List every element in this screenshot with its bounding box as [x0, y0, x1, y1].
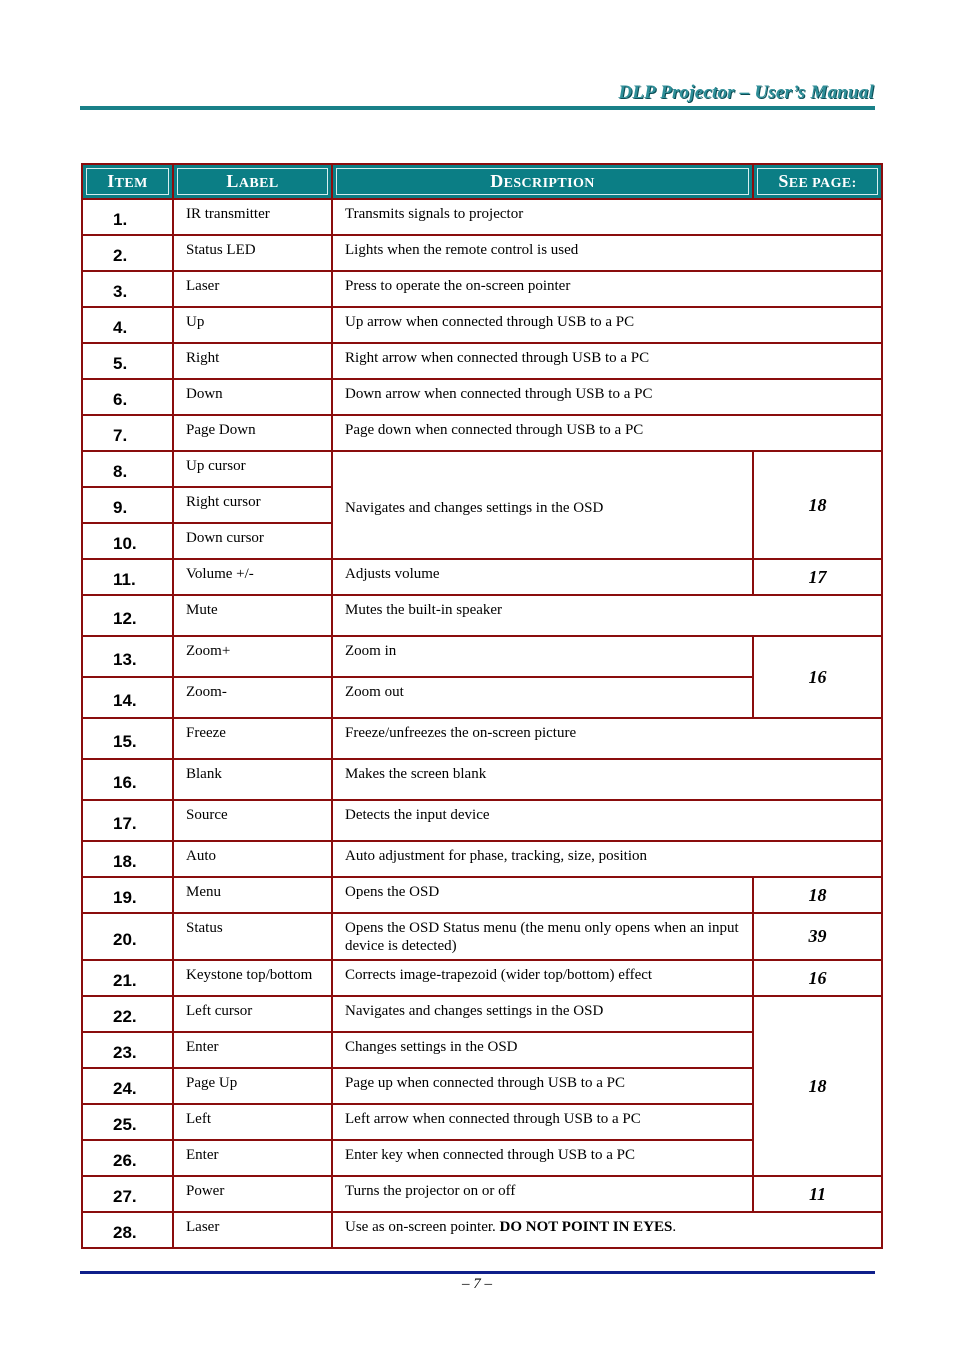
see-page-number: 18 [753, 996, 882, 1176]
item-description: Navigates and changes settings in the OSD [332, 996, 753, 1032]
table-row [82, 559, 882, 595]
item-number: 11. [82, 559, 173, 595]
item-description: Transmits signals to projector [332, 199, 882, 235]
item-number: 17. [82, 800, 173, 841]
item-number: 19. [82, 877, 173, 913]
item-number: 14. [82, 677, 173, 718]
item-label: Down cursor [173, 523, 332, 559]
table-row [82, 1212, 882, 1248]
item-description: Right arrow when connected through USB to a PC [332, 343, 882, 379]
item-label: Mute [173, 595, 332, 636]
item-number: 1. [82, 199, 173, 235]
item-number: 28. [82, 1212, 173, 1248]
item-description: Page up when connected through USB to a PC [332, 1068, 753, 1104]
item-number: 13. [82, 636, 173, 677]
item-description: Press to operate the on-screen pointer [332, 271, 882, 307]
item-description: Down arrow when connected through USB to a PC [332, 379, 882, 415]
item-label: Laser [173, 1212, 332, 1248]
see-page-number: 16 [753, 960, 882, 996]
item-number: 26. [82, 1140, 173, 1176]
item-number: 15. [82, 718, 173, 759]
header-item: ITEM [82, 164, 173, 199]
header-see-page: SEE PAGE: [753, 164, 882, 199]
item-label: Volume +/- [173, 559, 332, 595]
item-description: Up arrow when connected through USB to a PC [332, 307, 882, 343]
item-number: 7. [82, 415, 173, 451]
table-row [82, 877, 882, 913]
item-label: IR transmitter [173, 199, 332, 235]
item-description: Page down when connected through USB to a PC [332, 415, 882, 451]
item-label: Page Up [173, 1068, 332, 1104]
item-description: Changes settings in the OSD [332, 1032, 753, 1068]
item-label: Up cursor [173, 451, 332, 487]
item-label: Power [173, 1176, 332, 1212]
item-description: Makes the screen blank [332, 759, 882, 800]
item-description: Freeze/unfreezes the on-screen picture [332, 718, 882, 759]
manual-title: DLP Projector – User’s Manual [618, 82, 874, 103]
item-description: Corrects image-trapezoid (wider top/bottom) effect [332, 960, 753, 996]
item-number: 2. [82, 235, 173, 271]
table-header-row [82, 164, 882, 199]
table-row [82, 913, 882, 960]
item-label: Right cursor [173, 487, 332, 523]
item-description: Opens the OSD Status menu (the menu only opens when an input device is detected) [332, 913, 753, 960]
table-row [82, 451, 882, 487]
header-rule [80, 106, 875, 110]
page-number: – 7 – [462, 1276, 492, 1292]
item-label: Blank [173, 759, 332, 800]
item-number: 9. [82, 487, 173, 523]
item-label: Enter [173, 1032, 332, 1068]
item-label: Enter [173, 1140, 332, 1176]
header-description: DESCRIPTION [332, 164, 753, 199]
table-row [82, 415, 882, 451]
table-row [82, 960, 882, 996]
see-page-number: 17 [753, 559, 882, 595]
item-label: Down [173, 379, 332, 415]
item-description: Mutes the built-in speaker [332, 595, 882, 636]
see-page-number: 39 [753, 913, 882, 960]
item-number: 22. [82, 996, 173, 1032]
item-number: 20. [82, 913, 173, 960]
item-label: Left cursor [173, 996, 332, 1032]
remote-control-table [81, 163, 883, 1249]
item-number: 10. [82, 523, 173, 559]
item-description: Opens the OSD [332, 877, 753, 913]
item-number: 24. [82, 1068, 173, 1104]
warning-text: DO NOT POINT IN EYES [499, 1219, 673, 1235]
table-row [82, 235, 882, 271]
item-number: 16. [82, 759, 173, 800]
item-number: 23. [82, 1032, 173, 1068]
item-number: 21. [82, 960, 173, 996]
item-number: 8. [82, 451, 173, 487]
table-row [82, 271, 882, 307]
item-label: Laser [173, 271, 332, 307]
item-number: 12. [82, 595, 173, 636]
see-page-number: 18 [753, 451, 882, 559]
item-number: 4. [82, 307, 173, 343]
table-row [82, 718, 882, 759]
item-description: Adjusts volume [332, 559, 753, 595]
item-label: Page Down [173, 415, 332, 451]
item-label: Status [173, 913, 332, 960]
item-label: Left [173, 1104, 332, 1140]
see-page-number: 18 [753, 877, 882, 913]
table-row [82, 996, 882, 1032]
table-row [82, 379, 882, 415]
item-description: Left arrow when connected through USB to a PC [332, 1104, 753, 1140]
footer-rule [80, 1271, 875, 1274]
item-description: Turns the projector on or off [332, 1176, 753, 1212]
item-description: Lights when the remote control is used [332, 235, 882, 271]
item-description: Enter key when connected through USB to a PC [332, 1140, 753, 1176]
item-description: Auto adjustment for phase, tracking, size, position [332, 841, 882, 877]
table-row [82, 199, 882, 235]
item-label: Status LED [173, 235, 332, 271]
item-label: Freeze [173, 718, 332, 759]
item-description: Zoom in [332, 636, 753, 677]
table-row [82, 841, 882, 877]
table-row [82, 759, 882, 800]
table-row [82, 636, 882, 677]
item-number: 18. [82, 841, 173, 877]
table-row [82, 307, 882, 343]
item-number: 27. [82, 1176, 173, 1212]
item-number: 6. [82, 379, 173, 415]
item-label: Right [173, 343, 332, 379]
table-row [82, 595, 882, 636]
item-label: Menu [173, 877, 332, 913]
item-label: Source [173, 800, 332, 841]
item-label: Up [173, 307, 332, 343]
table-row [82, 800, 882, 841]
see-page-number: 11 [753, 1176, 882, 1212]
item-label: Zoom- [173, 677, 332, 718]
item-description: Navigates and changes settings in the OSD [332, 451, 753, 559]
item-number: 25. [82, 1104, 173, 1140]
item-description: Detects the input device [332, 800, 882, 841]
item-label: Auto [173, 841, 332, 877]
item-number: 3. [82, 271, 173, 307]
item-description: Use as on-screen pointer. DO NOT POINT IN EYES. [332, 1212, 882, 1248]
see-page-number: 16 [753, 636, 882, 718]
item-label: Keystone top/bottom [173, 960, 332, 996]
table-row [82, 343, 882, 379]
item-label: Zoom+ [173, 636, 332, 677]
table-row [82, 1176, 882, 1212]
item-number: 5. [82, 343, 173, 379]
header-label: LABEL [173, 164, 332, 199]
item-description: Zoom out [332, 677, 753, 718]
